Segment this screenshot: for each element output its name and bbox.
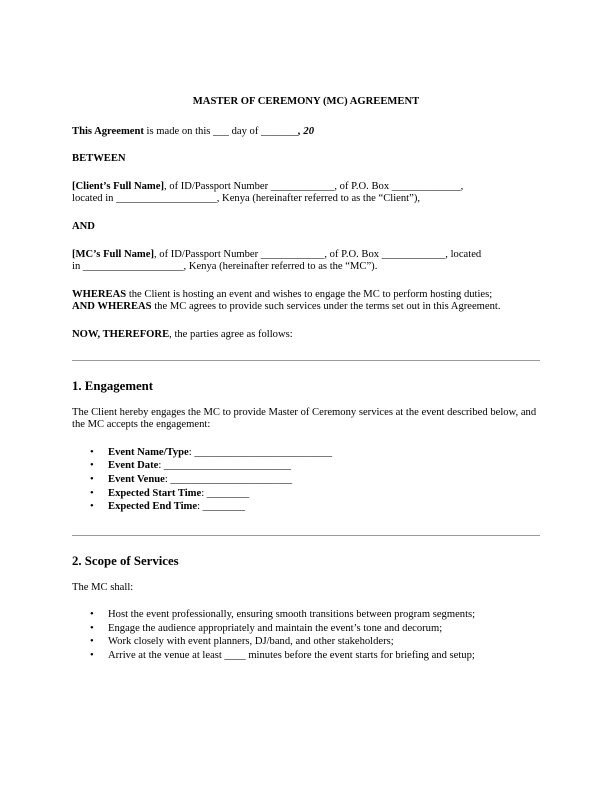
mc-name: [MC’s Full Name] xyxy=(72,248,154,260)
mc-line-1: , of ID/Passport Number ____________, of P.O. Box ____________, located xyxy=(153,248,482,260)
whereas-label: WHEREAS xyxy=(72,288,127,300)
bullet-icon: • xyxy=(90,487,94,499)
and-whereas-label: AND WHEREAS xyxy=(72,301,152,313)
event-name-blank: : __________________________ xyxy=(188,446,333,458)
end-time-label: Expected End Time xyxy=(108,501,198,513)
recitals xyxy=(72,289,540,314)
event-name-label: Event Name/Type xyxy=(108,446,189,458)
start-time-label: Expected Start Time xyxy=(108,487,202,499)
section-heading-engagement: 1. Engagement xyxy=(72,378,154,393)
bullet-icon: • xyxy=(90,609,94,621)
list-item xyxy=(90,608,540,622)
client-name: [Client’s Full Name] xyxy=(72,180,164,192)
event-venue-label: Event Venue xyxy=(108,473,165,485)
between-label: BETWEEN xyxy=(72,153,126,165)
intro-text: is made on this ___ day of _______ xyxy=(143,125,299,137)
client-party xyxy=(72,181,540,206)
engagement-body: The Client hereby engages the MC to provide Master of Ceremony services at the event described below, and the MC accepts the engagement: xyxy=(72,406,537,431)
whereas-clause xyxy=(72,289,540,302)
event-date-blank: : ________________________ xyxy=(158,460,292,472)
list-item xyxy=(90,487,540,501)
whereas-text: the Client is hosting an event and wishes to engage the MC to perform hosting duties; xyxy=(126,288,493,300)
intro-year: , 20 xyxy=(298,125,314,137)
intro-lead: This Agreement xyxy=(72,125,144,137)
event-venue-blank: : _______________________ xyxy=(164,473,293,485)
event-date-label: Event Date xyxy=(108,460,159,472)
scope-item-text: Host the event professionally, ensuring smooth transitions between program segments; xyxy=(108,609,476,621)
bullet-icon: • xyxy=(90,636,94,648)
list-item xyxy=(90,473,540,487)
section-divider xyxy=(72,360,540,361)
scope-body: The MC shall: xyxy=(72,581,134,593)
now-therefore-clause xyxy=(72,329,540,342)
list-item xyxy=(90,635,540,649)
list-item xyxy=(90,622,540,636)
list-item xyxy=(90,500,540,514)
document-page xyxy=(72,96,540,663)
scope-list xyxy=(72,608,540,662)
client-line-2: located in ___________________, Kenya (hereinafter referred to as the “Client”), xyxy=(72,193,420,205)
bullet-icon: • xyxy=(90,650,94,662)
and-label: AND xyxy=(72,220,95,232)
and-whereas-text: the MC agrees to provide such services under the terms set out in this Agreement. xyxy=(151,301,501,313)
agreement-intro xyxy=(72,126,540,139)
bullet-icon: • xyxy=(90,622,94,634)
now-therefore-label: NOW, THEREFORE xyxy=(72,328,170,340)
list-item xyxy=(90,446,540,460)
list-item xyxy=(90,649,540,663)
end-time-blank: : ________ xyxy=(197,501,246,513)
and-whereas-clause xyxy=(72,301,540,314)
section-divider xyxy=(72,535,540,536)
event-details-list xyxy=(72,446,540,514)
now-therefore-text: , the parties agree as follows: xyxy=(169,328,293,340)
section-heading-scope: 2. Scope of Services xyxy=(72,553,179,568)
scope-item-text: Engage the audience appropriately and maintain the event’s tone and decorum; xyxy=(108,622,443,634)
start-time-blank: : ________ xyxy=(201,487,250,499)
document-title: MASTER OF CEREMONY (MC) AGREEMENT xyxy=(192,96,420,107)
bullet-icon: • xyxy=(90,460,94,472)
list-item xyxy=(90,459,540,473)
mc-line-2: in ___________________, Kenya (hereinafter referred to as the “MC”). xyxy=(72,261,378,273)
client-line-1: , of ID/Passport Number ____________, of P.O. Box _____________, xyxy=(164,180,464,192)
bullet-icon: • xyxy=(90,446,94,458)
bullet-icon: • xyxy=(90,473,94,485)
scope-item-text: Arrive at the venue at least ____ minutes before the event starts for briefing and setup; xyxy=(108,650,475,662)
scope-item-text: Work closely with event planners, DJ/band, and other stakeholders; xyxy=(108,636,394,648)
mc-party xyxy=(72,249,540,274)
bullet-icon: • xyxy=(90,501,94,513)
